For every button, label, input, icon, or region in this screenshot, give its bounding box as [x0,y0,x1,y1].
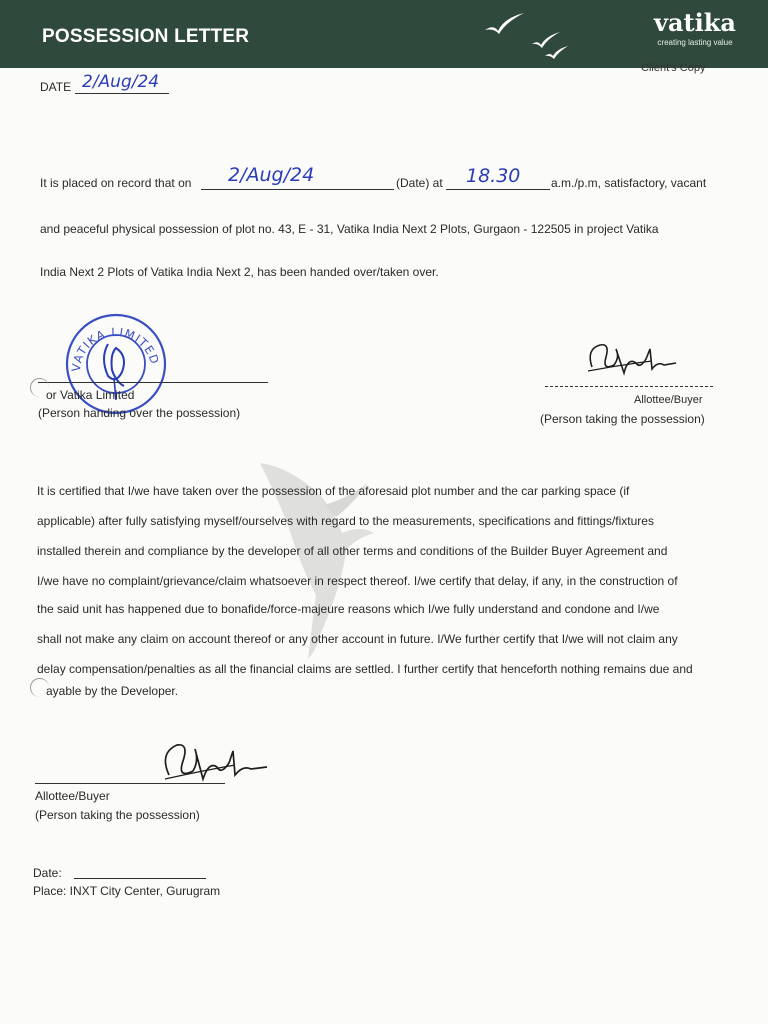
buyer-signature-bottom [155,735,275,790]
logo-wordmark: vatika [654,8,736,37]
handover-role-label: (Person handing over the possession) [38,406,241,420]
handwritten-date: 2/Aug/24 [82,72,160,92]
vatika-logo [640,10,750,47]
record-date-label: (Date) at [396,176,443,190]
certification-line: shall not make any claim on account thereof or any other account in future. I/We further certify that I/we will not claim any [37,632,678,646]
taker-top-label: Allottee/Buyer [634,394,703,406]
record-text-start: It is placed on record that on [40,176,192,190]
certification-line: delay compensation/penalties as all the financial claims are settled. I further certify that henceforth nothing remains due and [37,662,693,676]
taker-top-role-label: (Person taking the possession) [540,412,705,426]
certification-line: It is certified that I/we have taken over the possession of the aforesaid plot number and the car parking space (if [37,484,630,498]
record-time-line [446,189,550,190]
header-bar [0,0,768,68]
record-handwritten-date: 2/Aug/24 [228,164,315,186]
record-text-after-time: a.m./p.m, satisfactory, vacant [551,176,707,190]
bottom-signature-line [35,783,225,784]
certification-line: the said unit has happened due to bonafide/force-majeure reasons which I/we fully understand and condone and I/we [37,602,660,616]
handover-signature-line [38,382,268,383]
taker-signature-line [545,386,713,387]
taker-bottom-role-label: (Person taking the possession) [35,808,200,822]
record-line-2: and peaceful physical possession of plot no. 43, E - 31, Vatika India Next 2 Plots, Gurgaon - 122505 in project Vatika [40,222,659,236]
footer-date-label: Date: [33,866,62,880]
footer-date-line [74,878,206,879]
logo-tagline: creating lasting value [657,38,733,47]
handover-company-label: or Vatika Limited [46,388,135,402]
taker-bottom-label: Allottee/Buyer [35,789,110,803]
document-title: POSSESSION LETTER [42,26,250,47]
footer-place-label: Place: INXT City Center, Gurugram [33,884,221,898]
certification-line: applicable) after fully satisfying myself/ourselves with regard to the measurements, specifications and fittings/fixtures [37,514,654,528]
birds-logo-icon [480,4,590,64]
certification-line: installed therein and compliance by the developer of all other terms and conditions of the Builder Buyer Agreement and [37,544,668,558]
record-handwritten-time: 18.30 [466,165,521,187]
certification-line: I/we have no complaint/grievance/claim whatsoever in respect thereof. I/we certify that delay, if any, in the construction of [37,574,678,588]
date-line [75,93,169,94]
copy-label: Client's Copy [641,62,706,74]
date-label: DATE [40,80,72,94]
stamp-text: VATIKA LIMITED [68,324,163,373]
buyer-signature-top [580,335,690,385]
certification-line: ayable by the Developer. [46,684,179,698]
record-line-3: India Next 2 Plots of Vatika India Next 2, has been handed over/taken over. [40,265,439,279]
record-date-line [201,189,394,190]
